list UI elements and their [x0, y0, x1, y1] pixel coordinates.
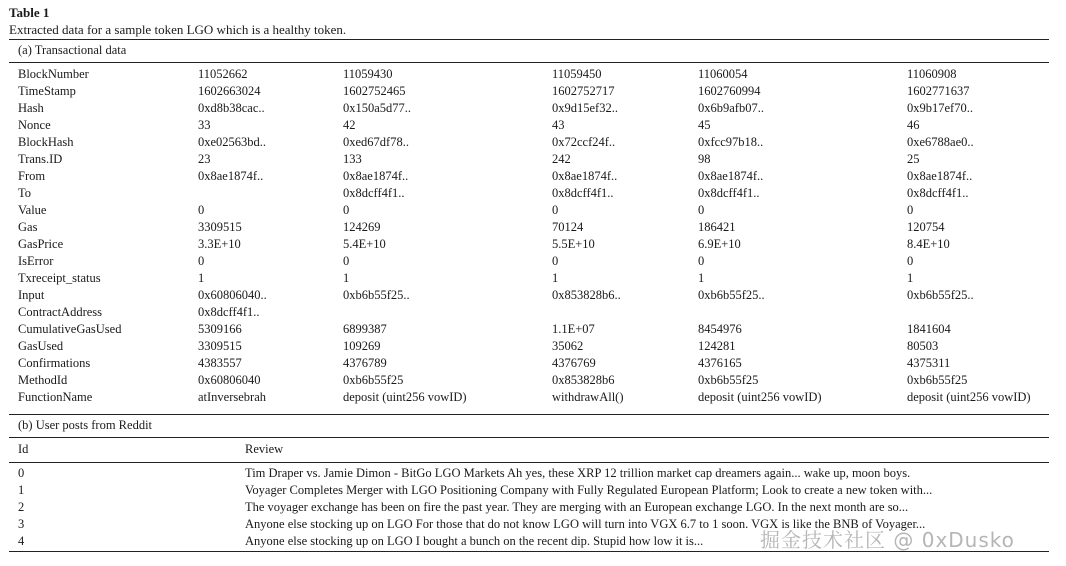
value-cell: 0x6b9afb07..: [698, 101, 764, 115]
value-cell: 0: [698, 254, 705, 268]
table-label: Table 1: [9, 5, 50, 20]
field-name-cell: GasPrice: [18, 237, 64, 251]
value-cell: 0x8dcff4f1..: [343, 186, 405, 200]
value-cell: 1602760994: [698, 84, 761, 98]
value-cell: 0x8dcff4f1..: [552, 186, 614, 200]
value-cell: 1602771637: [907, 84, 970, 98]
value-cell: 1841604: [907, 322, 951, 336]
post-review-cell: Voyager Completes Merger with LGO Positioning Company with Fully Regulated European Platform; Look to create a new token with...: [245, 483, 933, 497]
value-cell: 0x8dcff4f1..: [907, 186, 969, 200]
value-cell: 6.9E+10: [698, 237, 741, 251]
value-cell: 0x8dcff4f1..: [698, 186, 760, 200]
value-cell: 3.3E+10: [198, 237, 241, 251]
field-name-cell: From: [18, 169, 46, 183]
field-name-cell: FunctionName: [18, 390, 93, 404]
table-row: [0, 356, 1066, 373]
section-b-title: (b) User posts from Reddit: [18, 418, 153, 432]
reddit-header-id: Id: [18, 442, 29, 456]
value-cell: 4383557: [198, 356, 242, 370]
top-rule: [9, 39, 1049, 40]
value-cell: 186421: [698, 220, 736, 234]
table-row: [0, 84, 1066, 101]
value-cell: 0xb6b55f25: [343, 373, 404, 387]
value-cell: 11059430: [343, 67, 393, 81]
table-row: [0, 254, 1066, 271]
value-cell: 0: [552, 254, 559, 268]
field-name-cell: CumulativeGasUsed: [18, 322, 122, 336]
field-name-cell: Nonce: [18, 118, 51, 132]
value-cell: 33: [198, 118, 211, 132]
value-cell: 0xe6788ae0..: [907, 135, 974, 149]
field-name-cell: BlockHash: [18, 135, 74, 149]
table-row: [0, 186, 1066, 203]
table-row: [0, 101, 1066, 118]
value-cell: 0xb6b55f25..: [343, 288, 410, 302]
value-cell: 1: [343, 271, 350, 285]
value-cell: 1: [907, 271, 914, 285]
table-row: [0, 339, 1066, 356]
value-cell: 1: [198, 271, 205, 285]
table-row: [0, 483, 1066, 500]
value-cell: 80503: [907, 339, 939, 353]
value-cell: 0xd8b38cac..: [198, 101, 265, 115]
value-cell: 0: [907, 203, 914, 217]
value-cell: 42: [343, 118, 356, 132]
value-cell: 0xb6b55f25: [907, 373, 968, 387]
value-cell: 0x8ae1874f..: [198, 169, 264, 183]
field-name-cell: TimeStamp: [18, 84, 76, 98]
value-cell: 1.1E+07: [552, 322, 595, 336]
table-row: [0, 288, 1066, 305]
reddit-header-review: Review: [245, 442, 284, 456]
value-cell: 35062: [552, 339, 584, 353]
field-name-cell: MethodId: [18, 373, 68, 387]
value-cell: 0x60806040..: [198, 288, 267, 302]
table-row: [0, 118, 1066, 135]
section-a-title: (a) Transactional data: [18, 43, 127, 57]
value-cell: 1602663024: [198, 84, 261, 98]
value-cell: 45: [698, 118, 711, 132]
value-cell: 4375311: [907, 356, 951, 370]
post-id-cell: 0: [18, 466, 25, 480]
value-cell: 3309515: [198, 339, 242, 353]
value-cell: 98: [698, 152, 711, 166]
field-name-cell: Input: [18, 288, 45, 302]
field-name-cell: Hash: [18, 101, 44, 115]
value-cell: 0x8ae1874f..: [343, 169, 409, 183]
value-cell: 8.4E+10: [907, 237, 950, 251]
table-row: [0, 390, 1066, 407]
table-row: [0, 135, 1066, 152]
post-id-cell: 4: [18, 534, 25, 548]
value-cell: withdrawAll(): [552, 390, 624, 404]
section-b-top-rule: [9, 414, 1049, 415]
field-name-cell: BlockNumber: [18, 67, 89, 81]
table-row: [0, 220, 1066, 237]
value-cell: 0: [198, 254, 205, 268]
value-cell: 0xb6b55f25..: [698, 288, 765, 302]
value-cell: 70124: [552, 220, 584, 234]
value-cell: 0x9b17ef70..: [907, 101, 973, 115]
value-cell: deposit (uint256 vowID): [698, 390, 822, 404]
section-b-rule: [9, 437, 1049, 438]
value-cell: 11052662: [198, 67, 248, 81]
value-cell: 4376789: [343, 356, 387, 370]
table-row: [0, 203, 1066, 220]
post-review-cell: The voyager exchange has been on fire the past year. They are merging with an European exchange LGO. In the next month are so...: [245, 500, 909, 514]
value-cell: 23: [198, 152, 211, 166]
value-cell: 0: [343, 203, 350, 217]
value-cell: 0x8ae1874f..: [698, 169, 764, 183]
field-name-cell: Txreceipt_status: [18, 271, 101, 285]
value-cell: 4376165: [698, 356, 742, 370]
value-cell: 0: [198, 203, 205, 217]
table-row: [0, 237, 1066, 254]
field-name-cell: ContractAddress: [18, 305, 103, 319]
value-cell: 242: [552, 152, 571, 166]
value-cell: 0x72ccf24f..: [552, 135, 616, 149]
section-a-rule: [9, 62, 1049, 63]
field-name-cell: GasUsed: [18, 339, 64, 353]
value-cell: 4376769: [552, 356, 596, 370]
table-row: [0, 500, 1066, 517]
post-id-cell: 3: [18, 517, 25, 531]
value-cell: 0x9d15ef32..: [552, 101, 618, 115]
table-caption: Extracted data for a sample token LGO which is a healthy token.: [9, 22, 347, 37]
field-name-cell: To: [18, 186, 32, 200]
value-cell: 0xe02563bd..: [198, 135, 267, 149]
table-row: [0, 322, 1066, 339]
watermark: 掘金技术社区 @ 0xDusko: [760, 528, 1015, 552]
value-cell: 0x8dcff4f1..: [198, 305, 260, 319]
value-cell: 5.4E+10: [343, 237, 386, 251]
reddit-header-rule: [9, 462, 1049, 463]
table-row: [0, 67, 1066, 84]
value-cell: 3309515: [198, 220, 242, 234]
value-cell: 120754: [907, 220, 945, 234]
value-cell: 0: [698, 203, 705, 217]
value-cell: 0x853828b6: [552, 373, 615, 387]
post-review-cell: Anyone else stocking up on LGO For those that do not know LGO will turn into VGX 6.7 to 1 soon. VGX is like the BNB of Voyager...: [245, 517, 926, 531]
post-id-cell: 2: [18, 500, 25, 514]
field-name-cell: Gas: [18, 220, 38, 234]
value-cell: 1: [698, 271, 705, 285]
table-row: [0, 271, 1066, 288]
value-cell: 11059450: [552, 67, 602, 81]
value-cell: atInversebrah: [198, 390, 267, 404]
value-cell: 1602752717: [552, 84, 615, 98]
value-cell: 0x8ae1874f..: [907, 169, 973, 183]
value-cell: 0x853828b6..: [552, 288, 621, 302]
field-name-cell: Value: [18, 203, 47, 217]
table-row: [0, 466, 1066, 483]
field-name-cell: IsError: [18, 254, 54, 268]
value-cell: 109269: [343, 339, 381, 353]
value-cell: 1: [552, 271, 559, 285]
value-cell: 0x60806040: [198, 373, 261, 387]
table-row: [0, 169, 1066, 186]
value-cell: 124281: [698, 339, 736, 353]
value-cell: 11060054: [698, 67, 748, 81]
value-cell: 0xfcc97b18..: [698, 135, 764, 149]
table-row: [0, 373, 1066, 390]
value-cell: 5.5E+10: [552, 237, 595, 251]
value-cell: 0x150a5d77..: [343, 101, 412, 115]
value-cell: 1602752465: [343, 84, 406, 98]
field-name-cell: Trans.ID: [18, 152, 63, 166]
value-cell: 0x8ae1874f..: [552, 169, 618, 183]
value-cell: 11060908: [907, 67, 957, 81]
value-cell: 0: [907, 254, 914, 268]
value-cell: 0xb6b55f25: [698, 373, 759, 387]
value-cell: 0xed67df78..: [343, 135, 409, 149]
value-cell: 0: [552, 203, 559, 217]
table-row: [0, 152, 1066, 169]
value-cell: 8454976: [698, 322, 742, 336]
post-review-cell: Anyone else stocking up on LGO I bought a bunch on the recent dip. Stupid how low it is...: [245, 534, 704, 548]
value-cell: 133: [343, 152, 362, 166]
value-cell: 25: [907, 152, 920, 166]
value-cell: deposit (uint256 vowID): [343, 390, 467, 404]
value-cell: 6899387: [343, 322, 387, 336]
field-name-cell: Confirmations: [18, 356, 91, 370]
value-cell: 46: [907, 118, 920, 132]
table-row: [0, 305, 1066, 322]
value-cell: 124269: [343, 220, 381, 234]
value-cell: 0xb6b55f25..: [907, 288, 974, 302]
value-cell: 5309166: [198, 322, 242, 336]
post-id-cell: 1: [18, 483, 25, 497]
value-cell: 0: [343, 254, 350, 268]
value-cell: 43: [552, 118, 565, 132]
value-cell: deposit (uint256 vowID): [907, 390, 1031, 404]
post-review-cell: Tim Draper vs. Jamie Dimon - BitGo LGO Markets Ah yes, these XRP 12 trillion market cap dreamers again... wake up, moon boys.: [245, 466, 911, 480]
